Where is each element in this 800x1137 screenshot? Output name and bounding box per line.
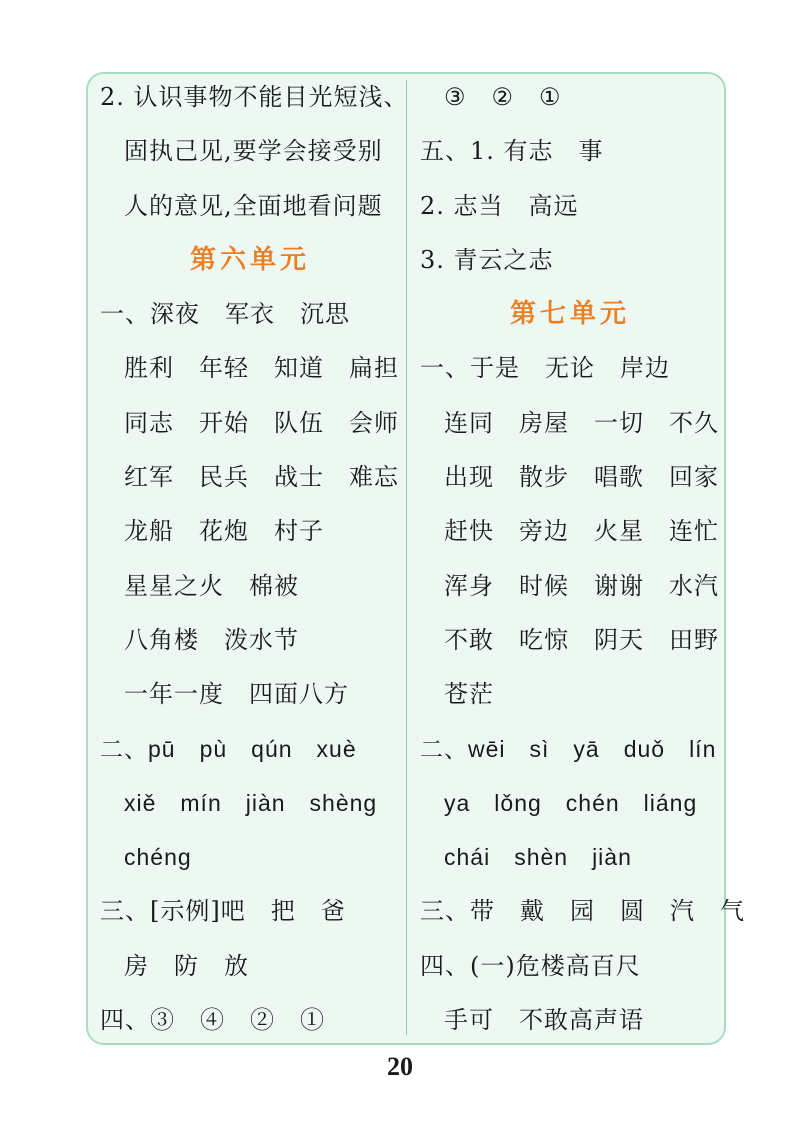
- line-left-13: xiě mín jiàn shèng: [124, 789, 378, 816]
- line-right-15: 三、带 戴 园 圆 汽 气: [420, 897, 745, 926]
- line-left-4: 一、深夜 军衣 沉思: [100, 300, 350, 329]
- line-left-7: 红军 民兵 战士 难忘: [124, 463, 399, 492]
- line-right-13: ya lǒng chén liáng: [444, 789, 698, 816]
- unit-seven-heading: 第七单元: [509, 299, 630, 330]
- line-left-11: 一年一度 四面八方: [124, 680, 349, 709]
- line-right-16: 四、(一)危楼高百尺: [420, 951, 641, 980]
- line-right-9: 浑身 时候 谢谢 水汽: [444, 571, 719, 600]
- line-left-10: 八角楼 泼水节: [124, 625, 299, 654]
- line-left-6: 同志 开始 队伍 会师: [124, 408, 399, 437]
- line-left-0: 2. 认识事物不能目光短浅、: [100, 83, 409, 111]
- line-left-14: chéng: [124, 844, 192, 871]
- line-right-2: 2. 志当 高远: [420, 191, 579, 220]
- line-left-16: 房 防 放: [124, 951, 249, 980]
- line-right-5: 一、于是 无论 岸边: [420, 354, 670, 383]
- line-left-12: 二、pū pù qún xuè: [100, 735, 357, 762]
- line-right-1: 五、1. 有志 事: [420, 137, 604, 166]
- line-left-1: 固执己见,要学会接受别: [124, 137, 383, 166]
- left-column: [100, 70, 409, 1047]
- line-left-15: 三、[示例]吧 把 爸: [100, 897, 346, 926]
- page-number: 20: [387, 1052, 413, 1081]
- line-right-10: 不敢 吃惊 阴天 田野: [444, 625, 719, 654]
- line-right-7: 出现 散步 唱歌 回家: [444, 463, 719, 492]
- line-right-8: 赶快 旁边 火星 连忙: [444, 517, 719, 546]
- line-right-14: chái shèn jiàn: [444, 844, 632, 871]
- line-right-0: ③ ② ①: [444, 83, 562, 111]
- line-left-5: 胜利 年轻 知道 扁担: [124, 354, 399, 383]
- line-left-2: 人的意见,全面地看问题: [124, 191, 383, 220]
- line-right-3: 3. 青云之志: [420, 245, 554, 274]
- line-left-9: 星星之火 棉被: [124, 571, 299, 600]
- line-right-6: 连同 房屋 一切 不久: [444, 408, 719, 437]
- line-right-11: 苍茫: [444, 680, 494, 709]
- line-right-12: 二、wēi sì yā duǒ lín: [420, 735, 717, 762]
- line-right-17: 手可 不敢高声语: [444, 1006, 644, 1035]
- line-left-8: 龙船 花炮 村子: [124, 517, 324, 546]
- unit-six-heading: 第六单元: [189, 244, 310, 275]
- line-left-17: 四、③ ④ ② ①: [100, 1006, 325, 1035]
- right-column: [420, 70, 745, 1047]
- column-divider: [406, 80, 407, 1035]
